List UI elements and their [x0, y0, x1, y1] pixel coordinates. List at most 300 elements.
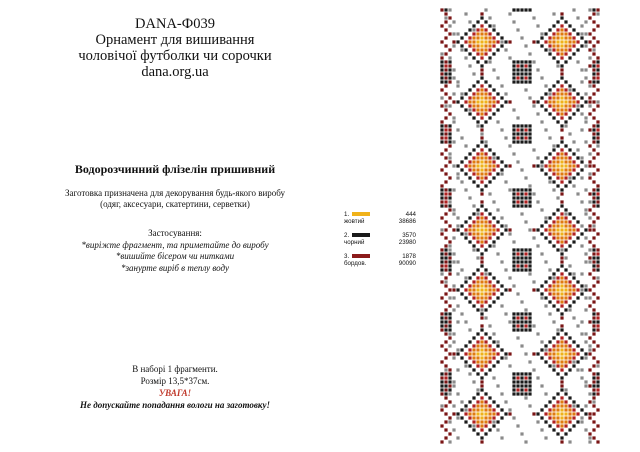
stitch — [492, 168, 495, 171]
stitch — [500, 224, 503, 227]
stitch — [448, 132, 451, 135]
stitch — [472, 224, 475, 227]
stitch — [552, 32, 555, 35]
stitch — [440, 252, 443, 255]
stitch — [472, 180, 475, 183]
stitch — [444, 148, 447, 151]
stitch — [528, 312, 531, 315]
stitch — [580, 176, 583, 179]
stitch — [596, 132, 599, 135]
stitch — [460, 48, 463, 51]
stitch — [448, 304, 451, 307]
stitch — [560, 180, 563, 183]
stitch — [524, 60, 527, 63]
stitch — [500, 168, 503, 171]
stitch — [576, 156, 579, 159]
stitch — [472, 288, 475, 291]
stitch — [448, 316, 451, 319]
stitch — [588, 224, 591, 227]
stitch — [492, 164, 495, 167]
stitch — [476, 20, 479, 23]
stitch — [572, 168, 575, 171]
stitch — [592, 188, 595, 191]
stitch — [476, 60, 479, 63]
stitch — [572, 408, 575, 411]
stitch — [472, 292, 475, 295]
stitch — [480, 344, 483, 347]
stitch — [440, 424, 443, 427]
stitch — [520, 80, 523, 83]
stitch — [500, 232, 503, 235]
stitch — [592, 92, 595, 95]
stitch — [496, 32, 499, 35]
stitch — [528, 124, 531, 127]
stitch — [456, 172, 459, 175]
stitch — [464, 404, 467, 407]
stitch — [568, 280, 571, 283]
stitch — [468, 300, 471, 303]
stitch — [472, 408, 475, 411]
stitch — [588, 56, 591, 59]
stitch — [480, 40, 483, 43]
stitch — [584, 92, 587, 95]
stitch — [440, 440, 443, 443]
stitch — [572, 52, 575, 55]
stitch — [556, 36, 559, 39]
stitch — [444, 312, 447, 315]
stitch — [484, 360, 487, 363]
stitch — [548, 284, 551, 287]
stitch — [480, 36, 483, 39]
stitch — [528, 128, 531, 131]
stitch — [580, 292, 583, 295]
stitch — [476, 52, 479, 55]
stitch — [452, 32, 455, 35]
stitch — [448, 64, 451, 67]
stitch — [468, 44, 471, 47]
stitch — [540, 296, 543, 299]
stitch — [480, 260, 483, 263]
stitch — [444, 36, 447, 39]
stitch — [524, 80, 527, 83]
legend-color-name: жовтий — [344, 218, 365, 225]
stitch — [592, 380, 595, 383]
stitch — [544, 296, 547, 299]
stitch — [448, 240, 451, 243]
stitch — [592, 320, 595, 323]
stitch — [552, 164, 555, 167]
stitch — [592, 192, 595, 195]
stitch — [456, 436, 459, 439]
stitch — [524, 352, 527, 355]
stitch — [528, 200, 531, 203]
stitch — [520, 260, 523, 263]
stitch — [480, 360, 483, 363]
stitch — [452, 384, 455, 387]
stitch — [576, 420, 579, 423]
stitch — [552, 160, 555, 163]
stitch — [548, 400, 551, 403]
stitch — [588, 192, 591, 195]
stitch — [524, 260, 527, 263]
legend-alt-code: 90090 — [398, 260, 416, 267]
stitch — [476, 160, 479, 163]
stitch — [476, 104, 479, 107]
stitch — [568, 336, 571, 339]
stitch — [444, 72, 447, 75]
stitch — [564, 404, 567, 407]
stitch — [492, 340, 495, 343]
stitch — [588, 128, 591, 131]
stitch — [592, 140, 595, 143]
stitch — [560, 344, 563, 347]
stitch — [596, 408, 599, 411]
stitch — [440, 184, 443, 187]
stitch — [472, 248, 475, 251]
stitch — [468, 412, 471, 415]
stitch — [472, 360, 475, 363]
stitch — [448, 432, 451, 435]
stitch — [548, 356, 551, 359]
stitch — [480, 180, 483, 183]
stitch — [560, 408, 563, 411]
stitch — [484, 248, 487, 251]
stitch — [492, 412, 495, 415]
legend-item — [344, 232, 416, 253]
stitch — [580, 272, 583, 275]
stitch — [576, 164, 579, 167]
stitch — [472, 284, 475, 287]
stitch — [536, 352, 539, 355]
stitch — [484, 112, 487, 115]
stitch — [548, 176, 551, 179]
stitch — [464, 188, 467, 191]
stitch — [444, 252, 447, 255]
stitch — [556, 412, 559, 415]
stitch — [444, 392, 447, 395]
stitch — [568, 416, 571, 419]
stitch — [576, 220, 579, 223]
stitch — [504, 228, 507, 231]
stitch — [468, 20, 471, 23]
stitch — [556, 400, 559, 403]
stitch — [496, 208, 499, 211]
stitch — [448, 384, 451, 387]
stitch — [448, 80, 451, 83]
stitch — [576, 288, 579, 291]
stitch — [592, 64, 595, 67]
stitch — [484, 52, 487, 55]
stitch — [472, 220, 475, 223]
stitch — [596, 76, 599, 79]
stitch — [540, 32, 543, 35]
stitch — [592, 404, 595, 407]
stitch — [516, 68, 519, 71]
stitch — [484, 292, 487, 295]
stitch — [592, 428, 595, 431]
stitch — [552, 364, 555, 367]
stitch — [524, 200, 527, 203]
stitch — [564, 308, 567, 311]
stitch — [524, 64, 527, 67]
stitch — [476, 296, 479, 299]
stitch — [572, 356, 575, 359]
stitch — [512, 8, 515, 11]
stitch — [452, 68, 455, 71]
stitch — [556, 168, 559, 171]
stitch — [484, 268, 487, 271]
stitch — [556, 296, 559, 299]
stitch — [528, 264, 531, 267]
stitch — [584, 32, 587, 35]
stitch — [460, 400, 463, 403]
stitch — [560, 256, 563, 259]
stitch — [544, 216, 547, 219]
stitch — [448, 332, 451, 335]
stitch — [592, 124, 595, 127]
stitch — [568, 428, 571, 431]
stitch — [564, 276, 567, 279]
stitch — [516, 320, 519, 323]
stitch — [524, 384, 527, 387]
stitch — [592, 356, 595, 359]
stitch — [564, 424, 567, 427]
stitch — [480, 288, 483, 291]
stitch — [500, 44, 503, 47]
stitch — [488, 220, 491, 223]
stitch — [448, 124, 451, 127]
stitch — [588, 320, 591, 323]
stitch — [488, 288, 491, 291]
stitch — [536, 412, 539, 415]
stitch — [560, 304, 563, 307]
stitch — [560, 276, 563, 279]
stitch — [572, 96, 575, 99]
stitch — [560, 172, 563, 175]
stitch — [592, 136, 595, 139]
stitch — [484, 216, 487, 219]
stitch — [556, 144, 559, 147]
stitch — [476, 404, 479, 407]
stitch — [444, 380, 447, 383]
stitch — [520, 344, 523, 347]
stitch — [476, 212, 479, 215]
stitch — [560, 428, 563, 431]
stitch — [444, 276, 447, 279]
stitch — [556, 80, 559, 83]
stitch — [468, 36, 471, 39]
stitch — [472, 156, 475, 159]
stitch — [480, 236, 483, 239]
stitch — [528, 64, 531, 67]
stitch — [472, 104, 475, 107]
stitch — [572, 364, 575, 367]
stitch — [488, 408, 491, 411]
stitch — [496, 172, 499, 175]
stitch — [504, 400, 507, 403]
stitch — [584, 116, 587, 119]
stitch — [444, 12, 447, 15]
stitch — [476, 32, 479, 35]
stitch — [524, 320, 527, 323]
stitch — [596, 256, 599, 259]
stitch — [456, 288, 459, 291]
stitch — [540, 252, 543, 255]
stitch — [512, 268, 515, 271]
stitch — [556, 32, 559, 35]
stitch — [440, 120, 443, 123]
stitch — [556, 172, 559, 175]
stitch — [596, 56, 599, 59]
stitch — [556, 404, 559, 407]
stitch — [472, 28, 475, 31]
stitch — [584, 296, 587, 299]
stitch — [444, 376, 447, 379]
stitch — [592, 196, 595, 199]
stitch — [480, 264, 483, 267]
stitch — [528, 372, 531, 375]
stitch — [552, 232, 555, 235]
stitch — [500, 392, 503, 395]
stitch — [592, 52, 595, 55]
stitch — [528, 132, 531, 135]
stitch — [516, 336, 519, 339]
stitch — [516, 380, 519, 383]
stitch — [560, 100, 563, 103]
stitch — [552, 144, 555, 147]
stitch — [556, 340, 559, 343]
stitch — [440, 196, 443, 199]
stitch — [448, 416, 451, 419]
stitch — [444, 44, 447, 47]
stitch — [480, 244, 483, 247]
stitch — [552, 320, 555, 323]
stitch — [460, 348, 463, 351]
stitch — [492, 288, 495, 291]
stitch — [564, 388, 567, 391]
stitch — [456, 224, 459, 227]
stitch — [576, 360, 579, 363]
stitch — [468, 408, 471, 411]
stitch — [484, 372, 487, 375]
stitch — [448, 140, 451, 143]
stitch — [588, 240, 591, 243]
stitch — [580, 244, 583, 247]
stitch — [512, 68, 515, 71]
stitch — [568, 244, 571, 247]
stitch — [572, 216, 575, 219]
usage-instructions — [60, 228, 290, 274]
stitch — [556, 164, 559, 167]
stitch — [480, 52, 483, 55]
stitch — [488, 336, 491, 339]
stitch — [448, 224, 451, 227]
stitch — [440, 8, 443, 11]
stitch — [520, 140, 523, 143]
stitch — [552, 420, 555, 423]
stitch — [576, 60, 579, 63]
stitch — [520, 136, 523, 139]
stitch — [596, 204, 599, 207]
stitch — [488, 108, 491, 111]
stitch — [480, 412, 483, 415]
stitch — [440, 328, 443, 331]
stitch — [448, 68, 451, 71]
stitch — [480, 108, 483, 111]
fragment-count: В наборі 1 фрагменти. — [132, 364, 218, 374]
stitch — [564, 100, 567, 103]
stitch — [560, 112, 563, 115]
stitch — [508, 100, 511, 103]
stitch — [452, 296, 455, 299]
stitch — [472, 244, 475, 247]
stitch — [460, 96, 463, 99]
stitch — [560, 240, 563, 243]
stitch — [480, 28, 483, 31]
stitch — [496, 384, 499, 387]
stitch — [536, 288, 539, 291]
stitch — [556, 232, 559, 235]
stitch — [552, 108, 555, 111]
stitch — [568, 32, 571, 35]
stitch — [440, 40, 443, 43]
stitch — [568, 352, 571, 355]
stitch — [556, 196, 559, 199]
stitch — [516, 72, 519, 75]
stitch — [480, 32, 483, 35]
stitch — [456, 228, 459, 231]
stitch — [448, 8, 451, 11]
stitch — [556, 424, 559, 427]
stitch — [572, 412, 575, 415]
stitch — [592, 384, 595, 387]
stitch — [444, 340, 447, 343]
stitch — [528, 328, 531, 331]
stitch — [484, 424, 487, 427]
stitch — [588, 344, 591, 347]
stitch — [544, 412, 547, 415]
stitch — [572, 8, 575, 11]
stitch — [480, 148, 483, 151]
stitch — [536, 332, 539, 335]
stitch — [596, 100, 599, 103]
stitch — [564, 224, 567, 227]
stitch — [444, 368, 447, 371]
stitch — [492, 228, 495, 231]
stitch — [444, 372, 447, 375]
stitch — [544, 360, 547, 363]
stitch — [596, 316, 599, 319]
stitch — [492, 52, 495, 55]
stitch — [480, 56, 483, 59]
stitch — [596, 40, 599, 43]
stitch — [472, 96, 475, 99]
stitch — [444, 320, 447, 323]
stitch — [552, 396, 555, 399]
stitch — [440, 268, 443, 271]
stitch — [440, 384, 443, 387]
stitch — [476, 92, 479, 95]
stitch — [564, 212, 567, 215]
stitch — [564, 340, 567, 343]
stitch — [468, 240, 471, 243]
legend-number: 2. — [344, 232, 350, 239]
stitch — [584, 428, 587, 431]
stitch — [488, 416, 491, 419]
stitch — [460, 416, 463, 419]
stitch — [532, 104, 535, 107]
stitch — [504, 40, 507, 43]
